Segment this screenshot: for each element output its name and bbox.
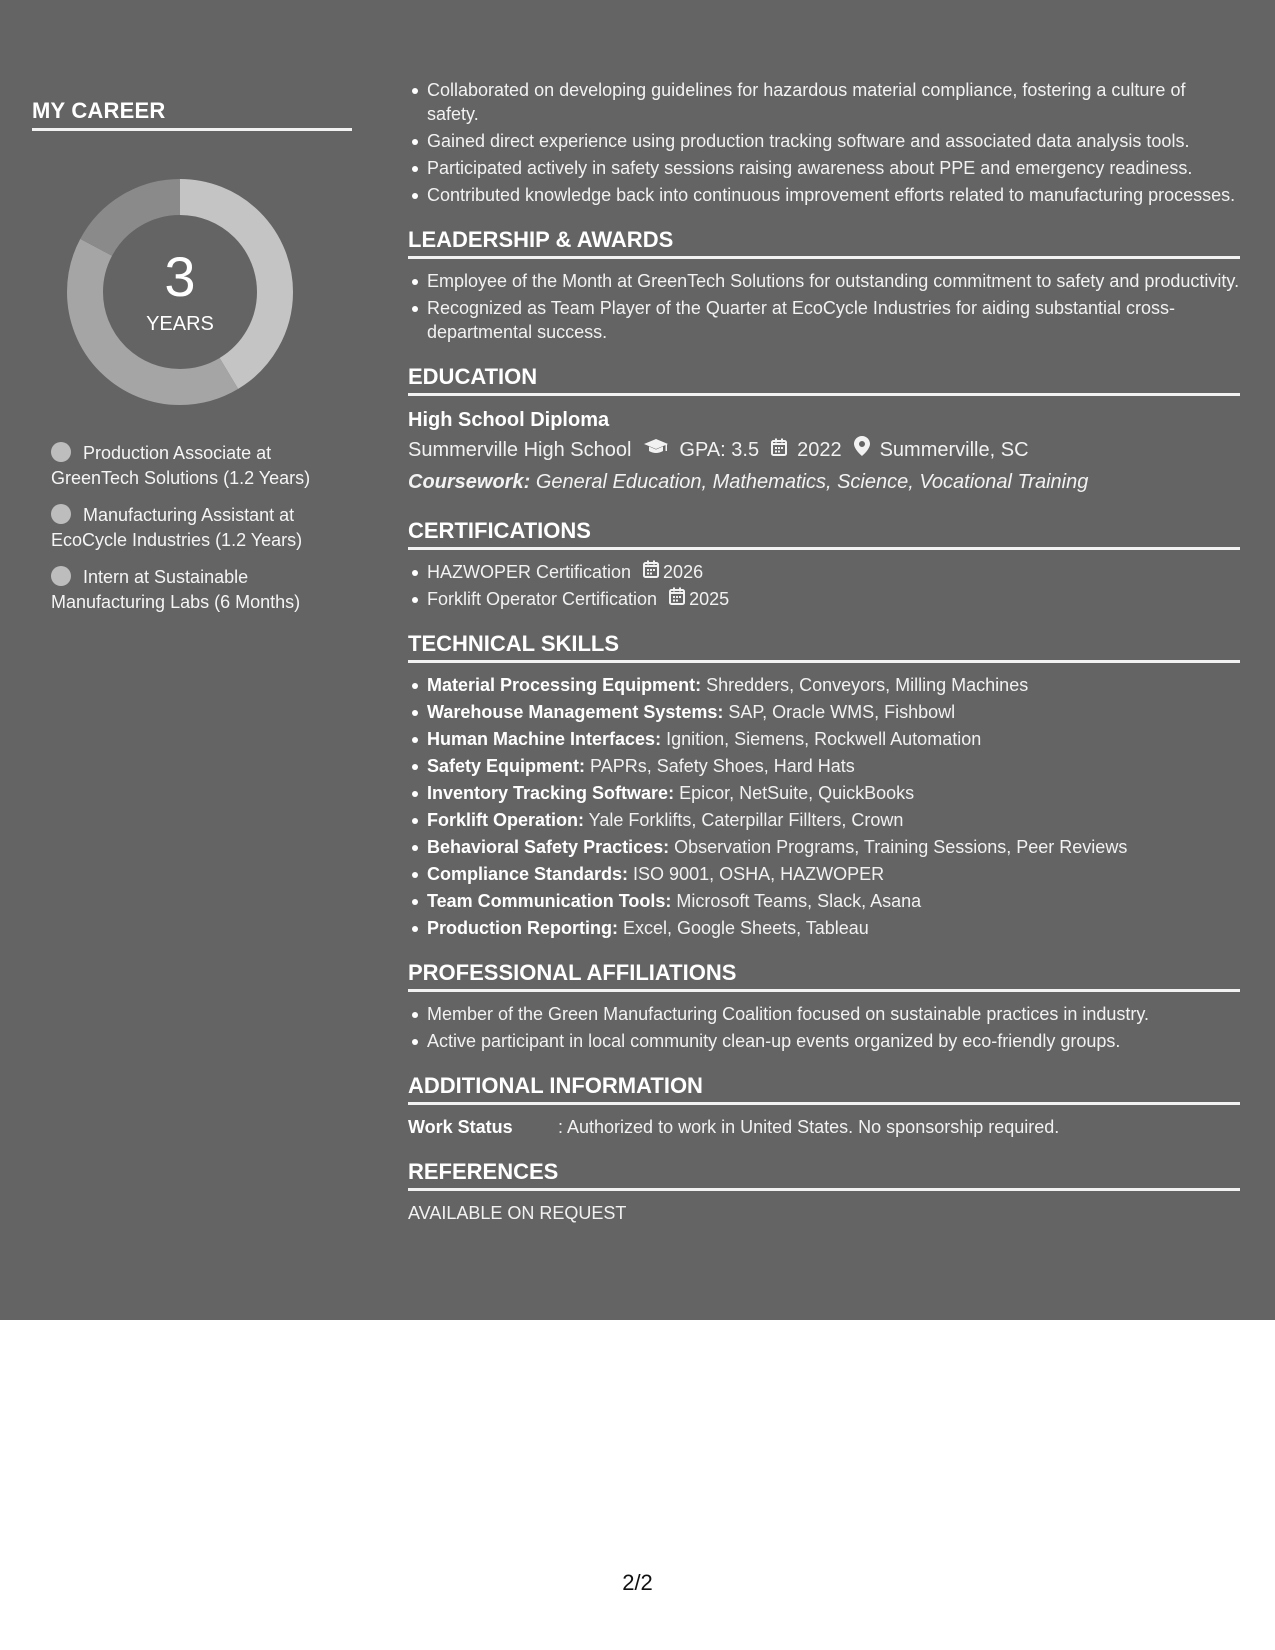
- coursework-label: Coursework:: [408, 471, 531, 493]
- career-years-donut: [65, 177, 295, 407]
- bullet-dot-icon: [51, 566, 71, 586]
- work-status-label: Work Status: [408, 1117, 513, 1137]
- skill-label: Forklift Operation:: [427, 810, 584, 830]
- education-section-title: EDUCATION: [408, 364, 1240, 396]
- skill-value: ISO 9001, OSHA, HAZWOPER: [628, 864, 885, 884]
- references-section-title: REFERENCES: [408, 1159, 1240, 1191]
- leadership-list: [408, 269, 1240, 344]
- skill-label: Production Reporting:: [427, 918, 618, 938]
- skill-label: Human Machine Interfaces:: [427, 729, 662, 749]
- skill-label: Behavioral Safety Practices:: [427, 837, 670, 857]
- skill-item: [427, 808, 1240, 832]
- skill-label: Material Processing Equipment:: [427, 675, 702, 695]
- experience-bullet: Contributed knowledge back into continuous improvement efforts related to manufacturing processes.: [427, 183, 1240, 207]
- skill-label: Warehouse Management Systems:: [427, 702, 724, 722]
- calendar-icon: [771, 434, 787, 466]
- affiliations-list: [408, 1002, 1240, 1053]
- coursework-value: General Education, Mathematics, Science, Vocational Training: [535, 471, 1089, 493]
- affiliation-item: Active participant in local community clean-up events organized by eco-friendly groups.: [427, 1029, 1240, 1053]
- education-degree: High School Diploma: [408, 409, 610, 431]
- skill-item: [427, 727, 1240, 751]
- education-coursework: [408, 466, 1240, 498]
- skills-list: [408, 673, 1240, 940]
- skill-item: [427, 673, 1240, 697]
- skill-item: [427, 754, 1240, 778]
- skill-item: [427, 835, 1240, 859]
- career-item: [51, 441, 352, 491]
- career-item-text: Production Associate at GreenTech Solutions (1.2 Years): [51, 443, 311, 488]
- education-school: Summerville High School: [408, 439, 632, 461]
- skill-item: [427, 862, 1240, 886]
- skill-label: Compliance Standards:: [427, 864, 629, 884]
- certification-year: 2026: [663, 562, 704, 582]
- skill-label: Safety Equipment:: [427, 756, 586, 776]
- career-section-title: MY CAREER: [32, 98, 352, 131]
- career-item: [51, 503, 352, 553]
- experience-bullet: Participated actively in safety sessions raising awareness about PPE and emergency readiness.: [427, 156, 1240, 180]
- skill-value: Microsoft Teams, Slack, Asana: [671, 891, 922, 911]
- skill-value: Ignition, Siemens, Rockwell Automation: [661, 729, 982, 749]
- years-number: 3: [164, 244, 196, 308]
- skill-item: [427, 700, 1240, 724]
- calendar-icon: [643, 560, 659, 584]
- leadership-item: Recognized as Team Player of the Quarter at EcoCycle Industries for aiding substantial cross-departmental success.: [427, 296, 1240, 344]
- skill-value: Shredders, Conveyors, Milling Machines: [701, 675, 1029, 695]
- education-location: Summerville, SC: [879, 439, 1029, 461]
- career-item: [51, 565, 352, 615]
- certifications-section-title: CERTIFICATIONS: [408, 518, 1240, 550]
- main-column: [408, 78, 1240, 1225]
- skill-value: Epicor, NetSuite, QuickBooks: [674, 783, 915, 803]
- experience-bullets: [408, 78, 1240, 207]
- calendar-icon: [669, 587, 685, 611]
- education-year: 2022: [797, 439, 842, 461]
- leadership-item: Employee of the Month at GreenTech Solutions for outstanding commitment to safety and productivity.: [427, 271, 1240, 291]
- skill-value: SAP, Oracle WMS, Fishbowl: [723, 702, 956, 722]
- skill-item: [427, 781, 1240, 805]
- bullet-dot-icon: [51, 442, 71, 462]
- skills-section-title: TECHNICAL SKILLS: [408, 631, 1240, 663]
- skill-label: Team Communication Tools:: [427, 891, 672, 911]
- skill-value: Excel, Google Sheets, Tableau: [617, 918, 869, 938]
- skill-label: Inventory Tracking Software:: [427, 783, 675, 803]
- sidebar: [32, 98, 352, 627]
- skill-item: [427, 916, 1240, 940]
- education-gpa: GPA: 3.5: [679, 439, 760, 461]
- career-item-text: Intern at Sustainable Manufacturing Labs (6 Months): [51, 567, 301, 612]
- work-status-value: : Authorized to work in United States. No sponsorship required.: [558, 1117, 1060, 1137]
- career-item-text: Manufacturing Assistant at EcoCycle Industries (1.2 Years): [51, 505, 303, 550]
- years-unit: YEARS: [146, 312, 214, 335]
- experience-bullet: Gained direct experience using production tracking software and associated data analysis tools.: [427, 129, 1240, 153]
- references-text: AVAILABLE ON REQUEST: [408, 1203, 627, 1223]
- certification-year: 2025: [689, 589, 730, 609]
- certification-name: HAZWOPER Certification: [427, 562, 632, 582]
- work-status-row: [408, 1115, 1240, 1139]
- additional-section-title: ADDITIONAL INFORMATION: [408, 1073, 1240, 1105]
- experience-bullet: Collaborated on developing guidelines for hazardous material compliance, fostering a culture of safety.: [427, 78, 1240, 126]
- certifications-list: [408, 560, 1240, 611]
- location-pin-icon: [854, 434, 870, 466]
- career-list: [51, 441, 352, 615]
- certification-item: [427, 587, 1240, 611]
- page-number: 2/2: [622, 1570, 653, 1595]
- skill-value: PAPRs, Safety Shoes, Hard Hats: [585, 756, 855, 776]
- education-details: [408, 434, 1240, 466]
- certification-item: [427, 560, 1240, 584]
- affiliations-section-title: PROFESSIONAL AFFILIATIONS: [408, 960, 1240, 992]
- skill-value: Yale Forklifts, Caterpillar Fillters, Crown: [584, 810, 904, 830]
- affiliation-item: Member of the Green Manufacturing Coalition focused on sustainable practices in industry.: [427, 1002, 1240, 1026]
- skill-item: [427, 889, 1240, 913]
- skill-value: Observation Programs, Training Sessions, Peer Reviews: [669, 837, 1128, 857]
- leadership-section-title: LEADERSHIP & AWARDS: [408, 227, 1240, 259]
- graduation-cap-icon: [643, 434, 669, 466]
- bullet-dot-icon: [51, 504, 71, 524]
- certification-name: Forklift Operator Certification: [427, 589, 658, 609]
